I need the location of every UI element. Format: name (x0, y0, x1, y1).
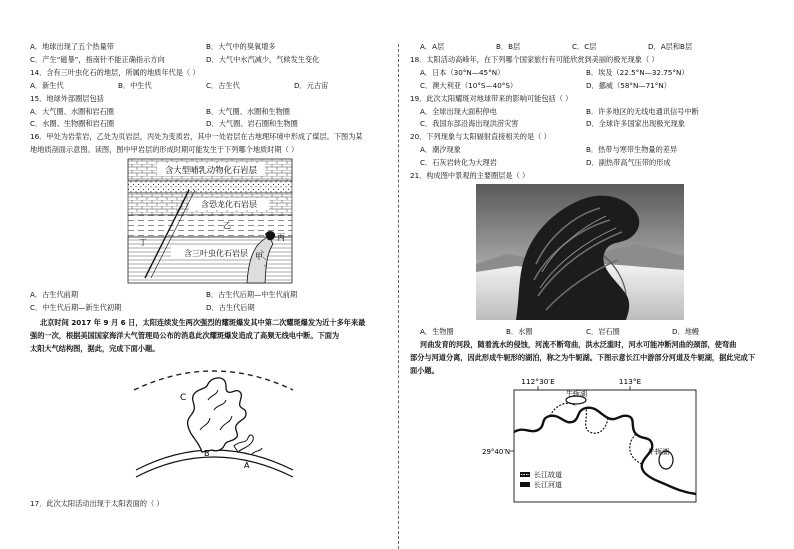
label-c: C (180, 393, 187, 403)
solar-passage-line2: 强的一次，根据美国国家海洋大气管理局公布的消息此次耀斑爆发造成了高频无线电中断。下面为 (30, 331, 340, 340)
q20-option-b: B．热带与寒带生物量的差异 (586, 145, 678, 154)
q21-stem: 21．构成图中景观的主要圈层是（ ） (410, 171, 530, 180)
label-bing: 丙 (277, 233, 285, 242)
q18-stem: 18．太阳活动高峰年，在下列哪个国家旅行有可能欣赏到美丽的极光现象（ ） (410, 55, 659, 64)
q15-option-c: C．水圈、生物圈和岩石圈 (30, 119, 115, 128)
q17-option-b: B．B层 (496, 42, 521, 51)
solar-prominence (188, 378, 246, 452)
q18-option-d: D．挪威（58°N—71°N） (586, 81, 671, 90)
q16-option-b: B．古生代后期—中生代前期 (206, 290, 298, 299)
river-passage-line2: 部分与河道分离，因此形成牛轭形的湖泊，称之为牛轭湖。下图示意长江中游部分河道及牛轭湖，据此完成下 (410, 353, 756, 362)
label-a: A (244, 461, 250, 470)
q14-option-b: B．中生代 (118, 81, 152, 90)
q17-option-a: A．A层 (420, 42, 445, 51)
q21-option-b: B．水圈 (506, 327, 533, 336)
latitude-label: 29°40′N (482, 448, 511, 456)
q21-option-d: D．地幔 (672, 327, 700, 336)
solar-passage-line1: 北京时间 2017 年 9 月 6 日，太阳连续发生两次强烈的耀斑爆发其中第二次耀斑爆发为近十多年来最 (40, 318, 366, 327)
q19-option-a: A．全球出现大面积停电 (420, 107, 497, 116)
label-yi: 乙 (223, 221, 231, 230)
label-jia: 甲 (255, 252, 263, 261)
rock-landscape-photo (476, 184, 684, 320)
river-passage-line3: 面小题。 (410, 366, 439, 375)
lake-label-2: 牛轭湖 (648, 448, 669, 456)
label-b: B (204, 449, 210, 458)
q17-stem: 17．此次太阳活动出现于太阳表面的（ ） (30, 499, 164, 508)
label-dinosaur-layer: 含恐龙化石岩层 (201, 200, 257, 209)
q14-stem: 14．含有三叶虫化石的地层，所属的地质年代是（ ） (30, 68, 200, 77)
q21-option-a: A．生物圈 (420, 327, 454, 336)
q16-option-d: D．古生代后期 (206, 303, 255, 312)
q15-option-a: A．大气圈、水圈和岩石圈 (30, 107, 114, 116)
q15-option-d: D．大气圈、岩石圈和生物圈 (206, 119, 298, 128)
q14-option-d: D．元古宙 (294, 81, 329, 90)
q17-option-c: C．C层 (572, 42, 597, 51)
layer-dotted (128, 181, 292, 193)
q14-option-c: C．古生代 (206, 81, 240, 90)
q20-option-a: A．潮汐现象 (420, 145, 461, 154)
q16-stem-line2: 地地质剖面示意图。读图，图中甲岩层的形成时期可能发生于下列哪个地质时期（ ） (30, 145, 299, 154)
column-divider (398, 44, 399, 549)
longitude-2: 113°E (618, 377, 642, 386)
q18-option-a: A．日本（30°N—45°N） (420, 68, 505, 77)
sun-atmosphere-diagram (128, 360, 298, 478)
q18-option-c: C．澳大利亚（10°S—40°S） (420, 81, 518, 90)
q21-option-c: C．岩石圈 (586, 327, 620, 336)
q13-option-a: A．地球出现了五个热量带 (30, 42, 114, 51)
label-ding: 丁 (139, 238, 147, 247)
q16-option-a: A．古生代前期 (30, 290, 79, 299)
solar-passage-line3: 太阳大气结构图，据此，完成下面小题。 (30, 344, 160, 353)
q13-option-c: C．产生“磁暴”，指南针不能正确指示方向 (30, 55, 165, 64)
q19-option-b: B．许多地区的无线电通讯信号中断 (586, 107, 699, 116)
q20-option-c: C．石灰岩转化为大理岩 (420, 158, 497, 167)
river-passage-line1: 河曲发育的河段，随着流水的侵蚀，河流不断弯曲，洪水泛滥时，河水可能冲断河曲的颈部，使弯曲 (420, 340, 737, 349)
label-mammal-layer: 含大型哺乳动物化石岩层 (164, 165, 258, 175)
q20-stem: 20．下列现象与太阳辐射直接相关的是（ ） (410, 132, 551, 141)
legend-old-channel: 长江故道 (534, 471, 562, 479)
q19-option-c: C．我国东部沿海出现洪涝灾害 (420, 119, 519, 128)
geologic-section-figure (127, 158, 293, 284)
q19-option-d: D．全球许多国家出现极光现象 (586, 119, 685, 128)
q19-stem: 19．此次太阳耀斑对地球带来的影响可能包括（ ） (410, 94, 573, 103)
legend-current-channel: 长江河道 (534, 481, 562, 489)
yangtze-oxbow-map (480, 374, 700, 504)
q15-stem: 15．地球外部圈层包括 (30, 94, 104, 103)
q16-stem-line1: 16．甲处为岩浆岩，乙处为页岩层，丙处为变质岩，其中一处岩层在古地理环境中形成了煤层。下图为某 (30, 132, 363, 141)
q14-option-a: A．新生代 (30, 81, 64, 90)
longitude-1: 112°30′E (521, 377, 555, 386)
q13-option-d: D．大气中水汽减少，气候发生变化 (206, 55, 320, 64)
q15-option-b: B．大气圈、水圈和生物圈 (206, 107, 290, 116)
q18-option-b: B．埃及（22.5°N—32.75°N） (586, 68, 689, 77)
q20-option-d: D．副热带高气压带的形成 (586, 158, 671, 167)
q17-option-d: D．A层和B层 (648, 42, 693, 51)
q13-option-b: B．大气中的臭氧增多 (206, 42, 276, 51)
lake-label-1: 牛轭湖 (566, 390, 587, 398)
label-trilobite-layer: 含三叶虫化石岩层 (184, 249, 248, 258)
q16-option-c: C．中生代后期—新生代初期 (30, 303, 122, 312)
